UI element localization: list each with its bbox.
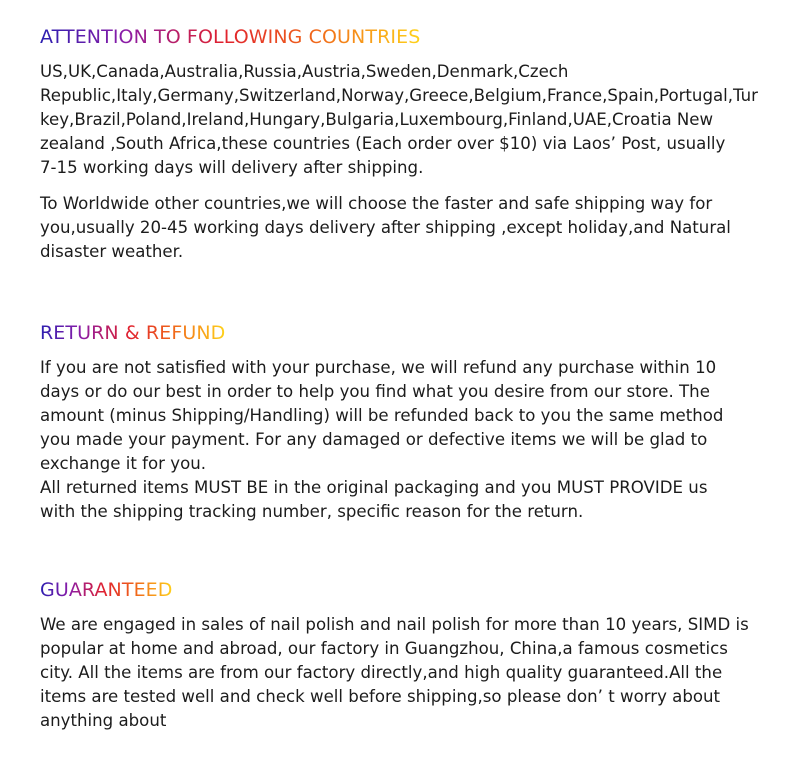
shipping-countries-paragraph: US,UK,Canada,Australia,Russia,Austria,Sweden,Denmark,Czech Republic,Italy,Germany,Switzerland,Norway,Greece,Belgium,France,Spain,Portugal,Tur key,Brazil,Poland,Ireland,Hungary,Bulgaria,Luxembourg,Finland,UAE,Croatia New zealand ,South Africa,these countries (Each order over $10) via Laos’ Post, usually 7-15 working days will delivery after shipping. [40,62,758,177]
return-refund-heading: RETURN & REFUND [40,322,226,344]
shipping-heading: ATTENTION TO FOLLOWING COUNTRIES [40,26,421,48]
return-refund-paragraph: If you are not satisfied with your purchase, we will refund any purchase within 10 days or do our best in order to help you find what you desire from our store. The amount (minus Shipping/Handling) will be refunded back to you the same method you made your payment. For any damaged or defective items we will be glad to exchange it for you. All returned items MUST BE in the original packaging and you MUST PROVIDE us with the shipping tracking number, specific reason for the return. [40,358,724,521]
return-refund-section [40,320,785,524]
guarantee-section [40,577,785,733]
shipping-worldwide-paragraph: To Worldwide other countries,we will choose the faster and safe shipping way for you,usually 20-45 working days delivery after shipping ,except holiday,and Natural disaster weather. [40,194,731,261]
guarantee-heading: GUARANTEED [40,579,173,601]
guarantee-paragraph: We are engaged in sales of nail polish and nail polish for more than 10 years, SIMD is popular at home and abroad, our factory in Guangzhou, China,a famous cosmetics city. All the items are from our factory directly,and high quality guaranteed.All the items are tested well and check well before shipping,so please don’ t worry about anything about [40,615,749,730]
shipping-section [40,24,785,264]
